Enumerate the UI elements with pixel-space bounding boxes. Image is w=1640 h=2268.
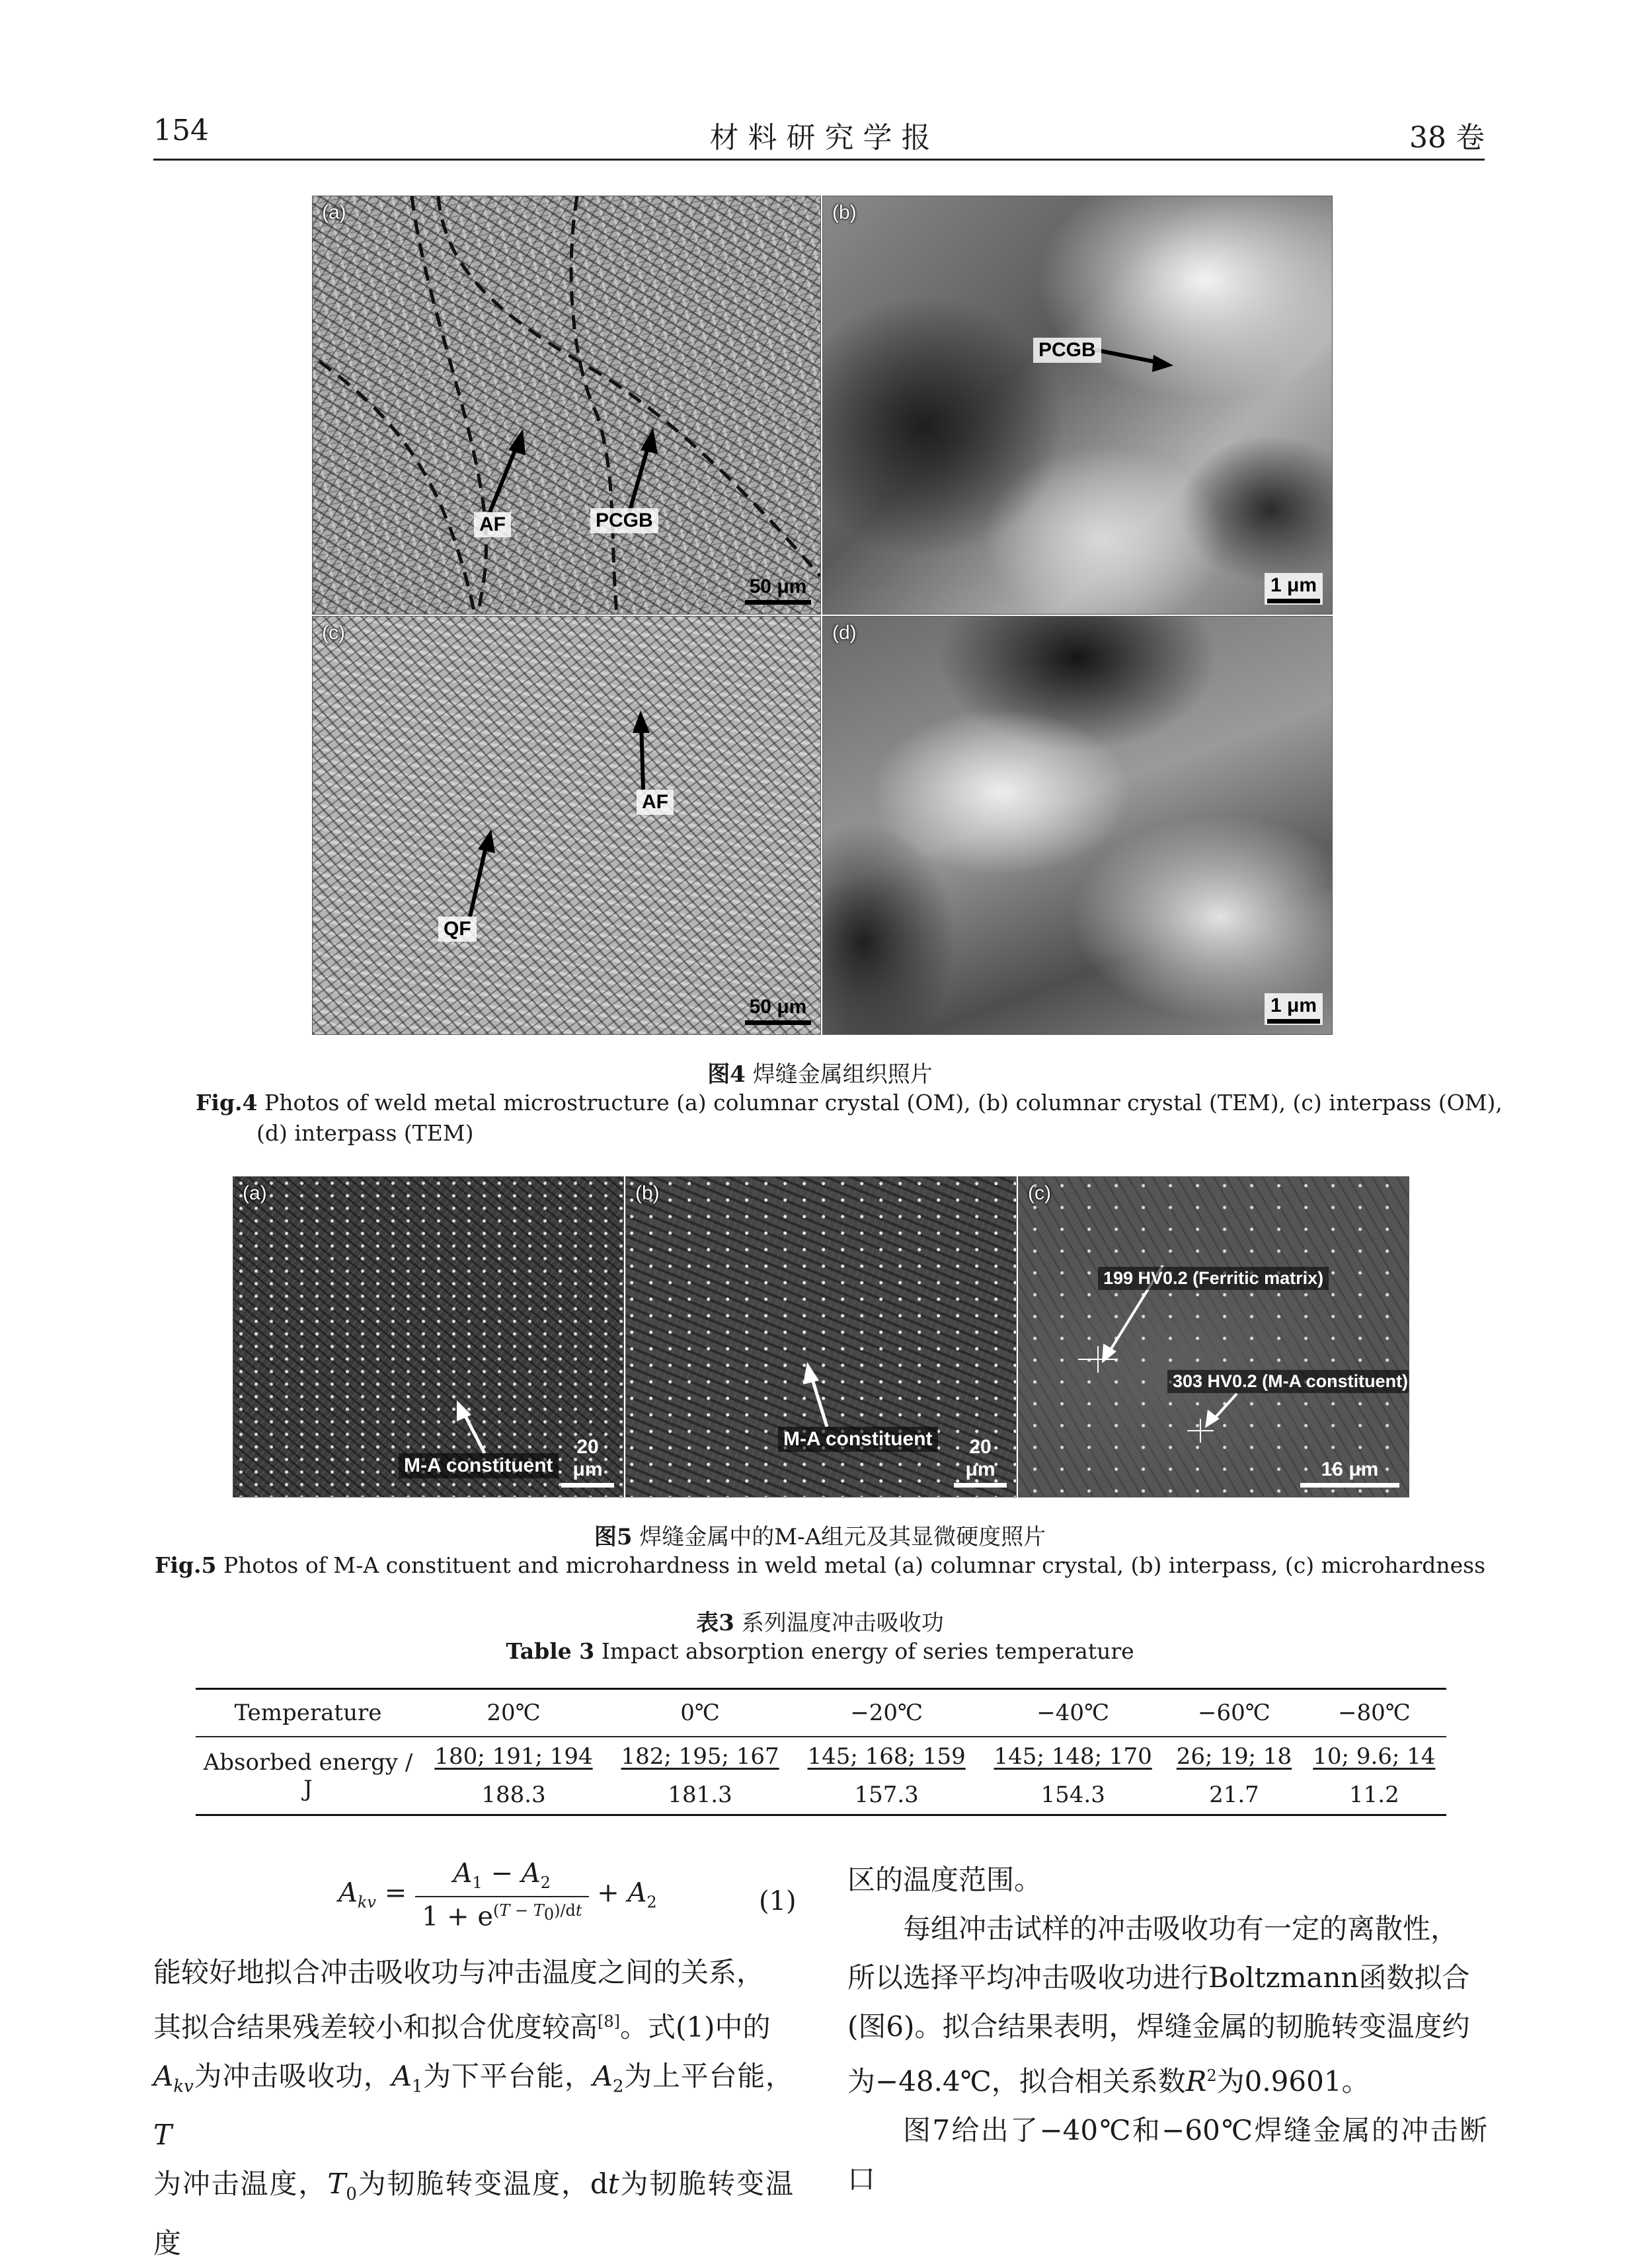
table3-col: −20℃ (793, 1690, 980, 1737)
table3-cell: 145; 148; 170 (994, 1743, 1152, 1770)
fig4a-scale-text: 50 μm (749, 576, 807, 597)
right-line-3: 所以选择平均冲击吸收功进行Boltzmann函数拟合 (847, 1961, 1470, 1994)
table3-col: −40℃ (980, 1690, 1166, 1737)
fig4a-label-af: AF (474, 512, 511, 537)
table3-title-en (0, 1636, 1640, 1667)
fig5a-scale-bar (561, 1436, 614, 1488)
table3-cell: 145; 168; 159 (807, 1743, 966, 1770)
right-line-5-a: 为−48.4℃，拟合相关系数 (847, 2065, 1186, 2098)
left-line-2 (153, 1997, 793, 2052)
header-rule (153, 159, 1485, 161)
table3-cell: 26; 19; 18 (1176, 1743, 1292, 1770)
table3-cell: 10; 9.6; 14 (1313, 1743, 1436, 1770)
table3-header-row (196, 1690, 1446, 1737)
fig5b-scale-bar (954, 1436, 1007, 1488)
fig5-caption-en-text: Photos of M-A constituent and microhardness in weld metal (a) columnar crystal, (b) interpass, (c) microhardness (223, 1552, 1486, 1578)
fig5a-tag: (a) (243, 1182, 267, 1204)
table3-values-row (196, 1737, 1446, 1776)
fig4d-scale-bar (1265, 993, 1323, 1025)
fig4c-label-af: AF (637, 790, 674, 815)
table3-avg: 181.3 (668, 1782, 732, 1808)
table3-cell: 180; 191; 194 (434, 1743, 593, 1770)
fig4a-tag: (a) (322, 202, 346, 223)
fig4-caption-zh-text: 焊缝金属组织照片 (752, 1061, 933, 1088)
fig4c-scale-bar (745, 996, 811, 1025)
table3-title-zh (0, 1605, 1640, 1637)
fig4-caption-en-text: Photos of weld metal microstructure (a) columnar crystal (OM), (b) columnar crystal (TEM), (c) interpass (OM), (d) interpass (TEM) (256, 1090, 1503, 1146)
left-line-4: 为冲击温度，$T_0$为韧脆转变温度，dt为韧脆转变温度 (153, 2168, 793, 2259)
right-line-2: 每组冲击试样的冲击吸收功有一定的离散性， (903, 1912, 1459, 1945)
left-line-1: 能较好地拟合冲击吸收功与冲击温度之间的关系， (153, 1956, 765, 1988)
table3-avg: 188.3 (481, 1782, 546, 1808)
fig4-panel-a (312, 196, 821, 615)
fig4a-scale-bar (745, 576, 811, 605)
table3-avg: 21.7 (1209, 1782, 1259, 1808)
fig5-panel-a (233, 1176, 624, 1497)
table3-row-label: Absorbed energy / J (203, 1749, 413, 1802)
table3-title-en-text: Impact absorption energy of series temperature (601, 1638, 1134, 1664)
fig5c-scale-bar (1300, 1458, 1399, 1488)
fig4d-tag: (d) (832, 622, 857, 644)
fig5c-label-ma: 303 HV0.2 (M-A constituent) (1167, 1370, 1409, 1393)
equation-1: $A_{kv}$ = $\frac{A_1 - A_2}{1 + e^{(T - T_0)/dt}}$ + $A_2$ (338, 1858, 657, 1932)
table3-title-zh-text: 系列温度冲击吸收功 (741, 1610, 944, 1636)
table3-cell: 182; 195; 167 (621, 1743, 779, 1770)
table3-col: 20℃ (420, 1690, 607, 1737)
fig4b-tag: (b) (832, 202, 857, 223)
fig5b-scale-text: 20 μm (965, 1436, 996, 1480)
left-line-2-text: 其拟合结果残差较小和拟合优度较高 (153, 2011, 598, 2043)
fig4b-label-pcgb: PCGB (1033, 338, 1101, 363)
equation-1-number: (1) (759, 1886, 797, 1916)
right-line-4: (图6)。拟合结果表明，焊缝金属的韧脆转变温度约 (847, 2010, 1470, 2043)
fig4a-label-pcgb: PCGB (590, 508, 658, 533)
table3-col: 0℃ (607, 1690, 793, 1737)
fig5-panel-b (625, 1176, 1017, 1497)
right-column-text (847, 1856, 1487, 2204)
fig4c-label-qf: QF (438, 917, 477, 942)
citation-8: [8] (598, 2012, 621, 2031)
fig4-caption-en-prefix: Fig.4 (196, 1090, 258, 1115)
fig5-panel-c (1018, 1176, 1409, 1497)
fig5-caption-zh-text: 焊缝金属中的M-A组元及其显微硬度照片 (639, 1524, 1046, 1550)
fig5b-tag: (b) (635, 1182, 660, 1204)
volume-label: 38 卷 (1409, 121, 1485, 155)
left-line-2-tail: 。式(1)中的 (620, 2011, 771, 2043)
fig4c-scale-text: 50 μm (749, 996, 807, 1018)
table3-col: −80℃ (1302, 1690, 1446, 1737)
right-line-1: 区的温度范围。 (847, 1864, 1042, 1896)
left-column-text (153, 1948, 793, 2268)
left-line-4-a: 为冲击温度， (153, 2168, 328, 2201)
fig4d-scale-text: 1 μm (1270, 995, 1317, 1016)
left-line-3-c: 为上平台能， (623, 2060, 793, 2092)
fig4c-tag: (c) (322, 622, 345, 644)
right-line-5-b: 为0.9601。 (1216, 2065, 1370, 2098)
fig5c-scale-text: 16 μm (1321, 1458, 1379, 1480)
fig4a-overlay (313, 196, 820, 614)
fig4-panel-c (312, 616, 821, 1035)
table3-row-header: Temperature (196, 1690, 420, 1737)
table3-avg: 157.3 (854, 1782, 919, 1808)
left-line-3-b: 为下平台能， (422, 2060, 593, 2092)
table3-col: −60℃ (1166, 1690, 1302, 1737)
fig4-caption-zh (0, 1056, 1640, 1088)
fig5c-overlay (1019, 1177, 1409, 1497)
right-line-6: 图7给出了−40℃和−60℃焊缝金属的冲击断口 (847, 2114, 1487, 2195)
fig4-panel-d (822, 616, 1333, 1035)
fig4b-scale-bar (1265, 573, 1323, 605)
left-line-3: $A_{kv}$为冲击吸收功，$A_1$为下平台能，$A_2$为上平台能，T (153, 2060, 793, 2152)
left-line-4-b: 为韧脆转变温度， (356, 2168, 590, 2201)
page-number: 154 (153, 114, 209, 147)
fig4-caption-zh-prefix: 图4 (707, 1061, 746, 1088)
fig4-panel-b (822, 196, 1333, 615)
fig4b-scale-text: 1 μm (1270, 574, 1317, 596)
fig5-caption-en (0, 1550, 1640, 1581)
fig5a-label-ma: M-A constituent (399, 1453, 559, 1478)
table3-avg: 154.3 (1040, 1782, 1105, 1808)
journal-title: 材 料 研 究 学 报 (709, 121, 931, 155)
fig5b-label-ma: M-A constituent (778, 1427, 938, 1452)
fig4c-overlay (313, 617, 820, 1034)
fig5-caption-zh (0, 1519, 1640, 1551)
fig5-caption-en-prefix: Fig.5 (154, 1552, 217, 1578)
table3 (196, 1688, 1446, 1816)
fig5c-tag: (c) (1028, 1182, 1051, 1204)
fig5a-scale-text: 20 μm (572, 1436, 603, 1480)
left-line-3-a: 为冲击吸收功， (193, 2060, 392, 2092)
fig4b-overlay (823, 196, 1332, 614)
fig4-caption-en (196, 1088, 1512, 1149)
table3-title-en-prefix: Table 3 (506, 1638, 595, 1664)
fig5c-label-ferrite: 199 HV0.2 (Ferritic matrix) (1098, 1267, 1329, 1290)
left-line-4-c: 为韧脆转变温度 (153, 2168, 793, 2259)
fig5-caption-zh-prefix: 图5 (594, 1524, 633, 1550)
table3-avg: 11.2 (1349, 1782, 1399, 1808)
right-line-5: 为−48.4℃，拟合相关系数$R^2$为0.9601。 (847, 2065, 1370, 2098)
table3-title-zh-prefix: 表3 (696, 1610, 734, 1636)
